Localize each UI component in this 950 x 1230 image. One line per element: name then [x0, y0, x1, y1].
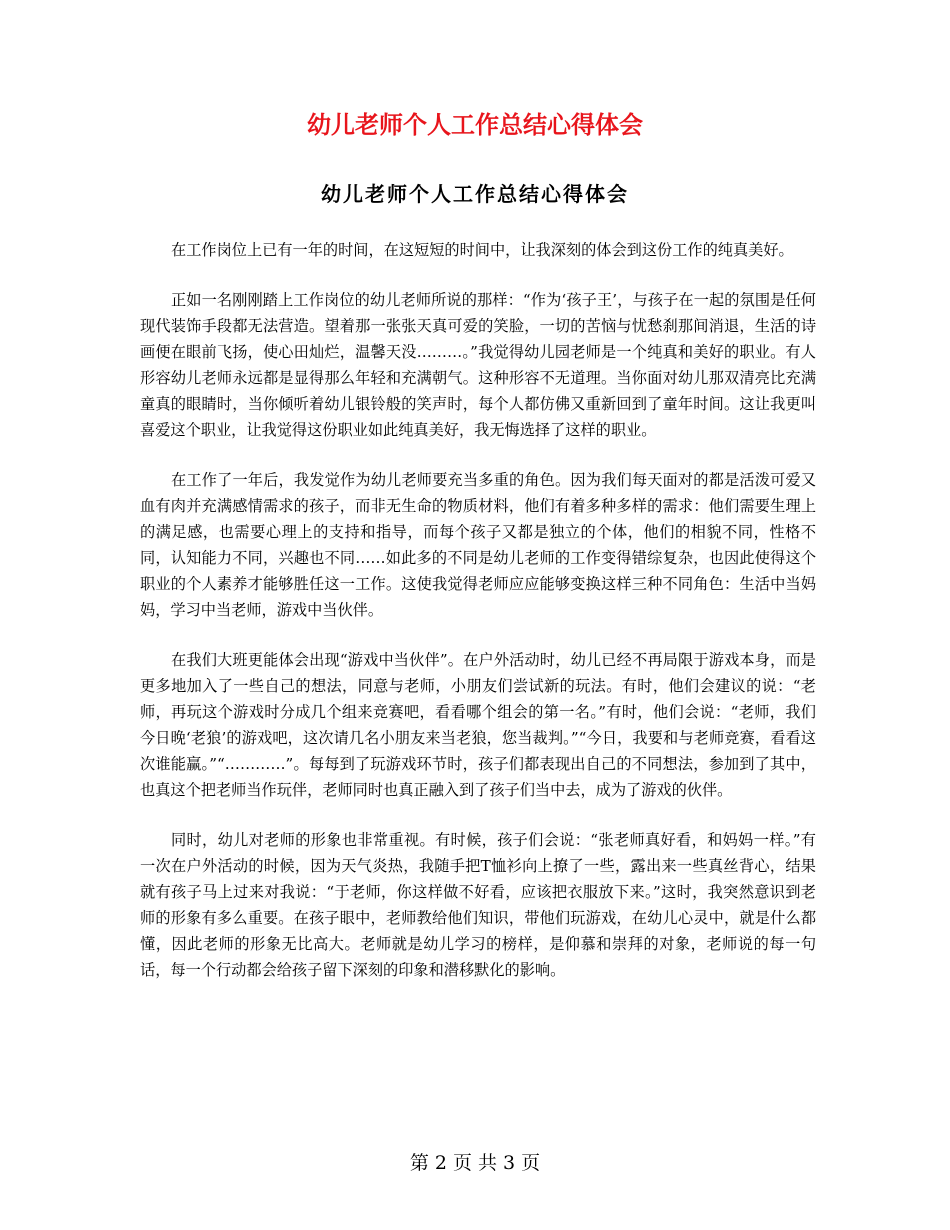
page-number-footer: 第 2 页 共 3 页 [409, 1152, 541, 1174]
document-title: 幼儿老师个人工作总结心得体会 [307, 111, 643, 139]
paragraph-1: 在工作岗位上已有一年的时间，在这短短的时间中，让我深刻的体会到这份工作的纯真美好。 [171, 241, 794, 259]
document-subtitle: 幼儿老师个人工作总结心得体会 [321, 182, 629, 206]
document-body [140, 237, 816, 1007]
paragraph-4: 在我们大班更能体会出现“游戏中当伙伴”。在户外活动时，幼儿已经不再局限于游戏本身，而是更多地加入了一些自己的想法，同意与老师，小朋友们尝试新的玩法。有时，他们会建议的说：“老师，再玩这个游戏时分成几个组来竞赛吧，看看哪个组会的第一名。”有时，他们会说：“老师，我们今日晚‘老狼’的游戏吧，这次请几名小朋友来当老狼，您当裁判。”“今日，我要和与老师竞赛，看看这次谁能赢。”“…………”。每每到了玩游戏环节时，孩子们都表现出自己的不同想法，参加到了其中，也真这个把老师当作玩伴，老师同时也真正融入到了孩子们当中去，成为了游戏的伙伴。 [140, 651, 816, 799]
paragraph-3: 在工作了一年后，我发觉作为幼儿老师要充当多重的角色。因为我们每天面对的都是活泼可爱又血有肉并充满感情需求的孩子，而非无生命的物质材料，他们有着多种多样的需求：他们需要生理上的满足感，也需要心理上的支持和指导，而每个孩子又都是独立的个体，他们的相貌不同，性格不同，认知能力不同，兴趣也不同……如此多的不同是幼儿老师的工作变得错综复杂，也因此使得这个职业的个人素养才能够胜任这一工作。这使我觉得老师应应能够变换这样三种不同角色：生活中当妈妈，学习中当老师，游戏中当伙伴。 [140, 471, 816, 619]
paragraph-2: 正如一名刚刚踏上工作岗位的幼儿老师所说的那样：“作为‘孩子王’，与孩子在一起的氛围是任何现代装饰手段都无法营造。望着那一张张天真可爱的笑脸，一切的苦恼与忧愁刹那间消退，生活的诗画便在眼前飞扬，使心田灿烂，温馨天没………。”我觉得幼儿园老师是一个纯真和美好的职业。有人形容幼儿老师永远都是显得那么年轻和充满朝气。这种形容不无道理。当你面对幼儿那双清亮比充满童真的眼睛时，当你倾听着幼儿银铃般的笑声时，每个人都仿佛又重新回到了童年时间。这让我更叫喜爱这个职业，让我觉得这份职业如此纯真美好，我无悔选择了这样的职业。 [140, 291, 816, 439]
paragraph-5: 同时，幼儿对老师的形象也非常重视。有时候，孩子们会说：“张老师真好看，和妈妈一样。”有一次在户外活动的时候，因为天气炎热，我随手把T恤衫向上撩了一些，露出来一些真丝背心，结果就有孩子马上过来对我说：“于老师，你这样做不好看，应该把衣服放下来。”这时，我突然意识到老师的形象有多么重要。在孩子眼中，老师教给他们知识，带他们玩游戏，在幼儿心灵中，就是什么都懂，因此老师的形象无比高大。老师就是幼儿学习的榜样，是仰慕和崇拜的对象，老师说的每一句话，每一个行动都会给孩子留下深刻的印象和潜移默化的影响。 [140, 831, 816, 979]
